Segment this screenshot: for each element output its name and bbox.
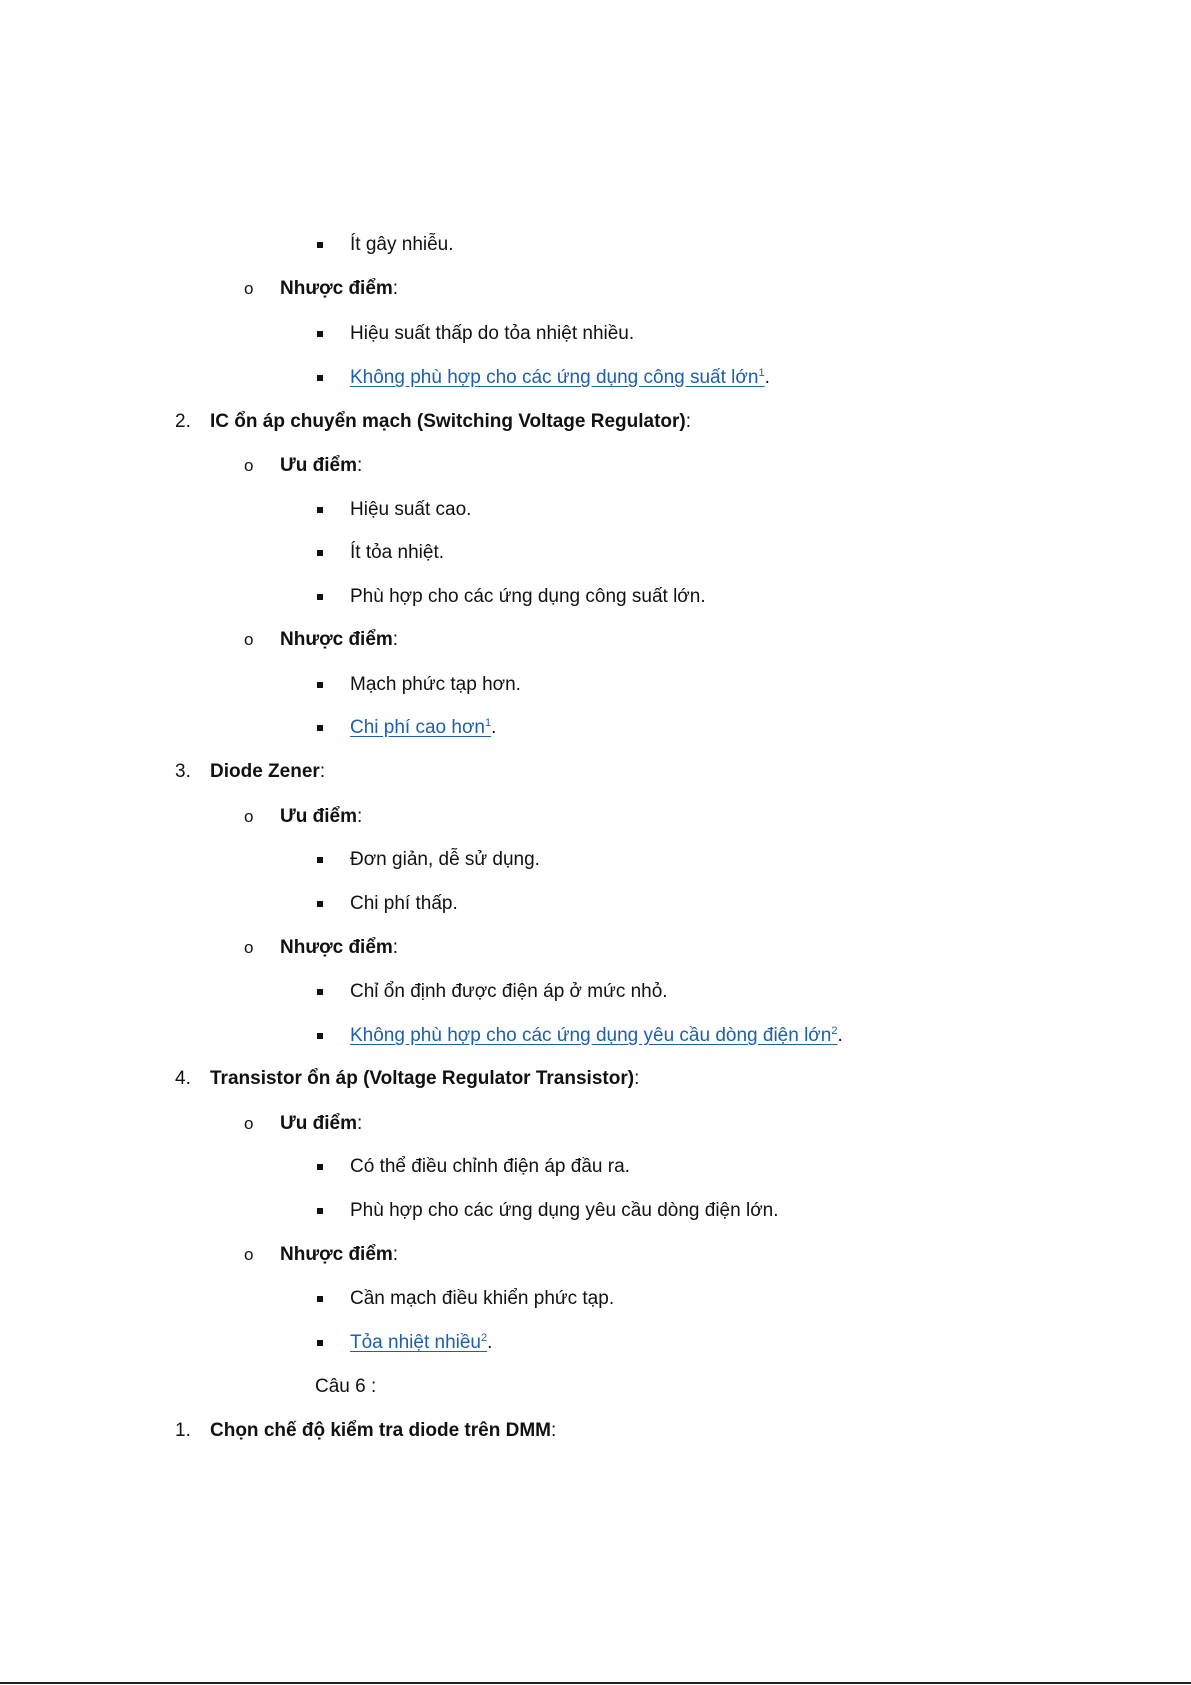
reference-link[interactable]: Không phù hợp cho các ứng dụng yêu cầu dòng điện lớn$^2$ [350,1025,838,1046]
list-item-heading: Nhược điểm [280,629,393,650]
square-bullet-icon [317,1296,323,1302]
square-bullet-icon [317,550,323,556]
circle-bullet-icon: o [244,456,254,475]
reference-link[interactable]: Không phù hợp cho các ứng dụng công suất lớn$^1$ [350,367,765,388]
list-item-text: Chi phí thấp. [350,893,458,914]
section-label: Câu 6 : [315,1376,377,1397]
list-item-text: Ít gây nhiễu. [350,234,454,255]
list-item-text: Hiệu suất cao. [350,499,472,520]
list-item-heading: IC ổn áp chuyển mạch (Switching Voltage Regulator) [210,411,686,432]
square-bullet-icon [317,331,323,337]
circle-bullet-icon: o [244,807,254,826]
list-number: 3. [175,761,191,782]
footnote-marker: 2 [481,1332,488,1344]
square-bullet-icon [317,989,323,995]
page-bottom-edge [0,1682,1191,1684]
circle-bullet-icon: o [244,630,254,649]
square-bullet-icon [317,594,323,600]
list-item-text: Ít tỏa nhiệt. [350,542,445,563]
list-number: 1. [175,1420,191,1441]
list-item-text: Có thể điều chỉnh điện áp đầu ra. [350,1156,630,1177]
list-item-heading: Diode Zener [210,761,320,782]
reference-link[interactable]: Tỏa nhiệt nhiều$^2$ [350,1332,488,1353]
list-item-text: Đơn giản, dễ sử dụng. [350,849,540,870]
list-item-text: Cần mạch điều khiển phức tạp. [350,1288,615,1309]
square-bullet-icon [317,682,323,688]
footnote-marker: 2 [831,1025,838,1037]
list-item-text: Hiệu suất thấp do tỏa nhiệt nhiều. [350,323,635,344]
list-number: 2. [175,411,191,432]
square-bullet-icon [317,1340,323,1346]
document-page: Ít gây nhiễu. o Nhược điểm: Hiệu suất thấp do tỏa nhiệt nhiều. Không phù hợp cho các ứng dụng công suất lớn$^1$. 2. IC ổn áp chuyển mạch (Switching Voltage Regulator): o Ưu điểm: Hiệu suất cao. Ít tỏa nhiệt. Phù hợp cho các ứng dụng công suất lớn. o Nhược điểm: Mạch phức tạp hơn. Chi phí cao hơn$^1$. 3. Diode Zener: o Ưu điểm: Đơn giản, dễ sử dụng. Chi phí thấp. o Nhược điểm: Chỉ ổn định được điện áp ở mức nhỏ. Không phù hợp cho các ứng dụng yêu cầu dòng điện lớn$^2$. 4. Transistor ổn áp (Voltage Regulator Transistor): o Ưu điểm: Có thể điều chỉnh điện áp đầu ra. Phù hợp cho các ứng dụng yêu cầu dòng điện lớn. o Nhược điểm: Cần mạch điều khiển phức tạp. Tỏa nhiệt nhiều$^2$. Câu 6 : 1. Chọn chế độ kiểm tra diode trên DMM: [0,0,1191,1685]
square-bullet-icon [317,901,323,907]
circle-bullet-icon: o [244,938,254,957]
list-item-heading: Nhược điểm [280,1244,393,1265]
circle-bullet-icon: o [244,279,254,298]
list-item-text: Phù hợp cho các ứng dụng công suất lớn. [350,586,706,607]
list-item-heading: Ưu điểm [280,455,357,476]
square-bullet-icon [317,507,323,513]
footnote-marker: 1 [758,367,765,379]
circle-bullet-icon: o [244,1114,254,1133]
footnote-marker: 1 [485,717,492,729]
list-number: 4. [175,1068,191,1089]
square-bullet-icon [317,1033,323,1039]
square-bullet-icon [317,242,323,248]
list-item-heading: Transistor ổn áp (Voltage Regulator Transistor) [210,1068,635,1089]
list-item-heading: Nhược điểm [280,937,393,958]
square-bullet-icon [317,857,323,863]
list-item-text: Phù hợp cho các ứng dụng yêu cầu dòng điện lớn. [350,1200,779,1221]
list-item-text: Chỉ ổn định được điện áp ở mức nhỏ. [350,981,668,1002]
list-item-text: Mạch phức tạp hơn. [350,674,521,695]
square-bullet-icon [317,725,323,731]
square-bullet-icon [317,375,323,381]
square-bullet-icon [317,1164,323,1170]
list-item-heading: Ưu điểm [280,806,357,827]
list-item-heading: Nhược điểm [280,278,393,299]
reference-link[interactable]: Chi phí cao hơn$^1$ [350,717,492,738]
list-item-heading: Chọn chế độ kiểm tra diode trên DMM [210,1420,551,1441]
square-bullet-icon [317,1208,323,1214]
circle-bullet-icon: o [244,1245,254,1264]
list-item-heading: Ưu điểm [280,1113,357,1134]
